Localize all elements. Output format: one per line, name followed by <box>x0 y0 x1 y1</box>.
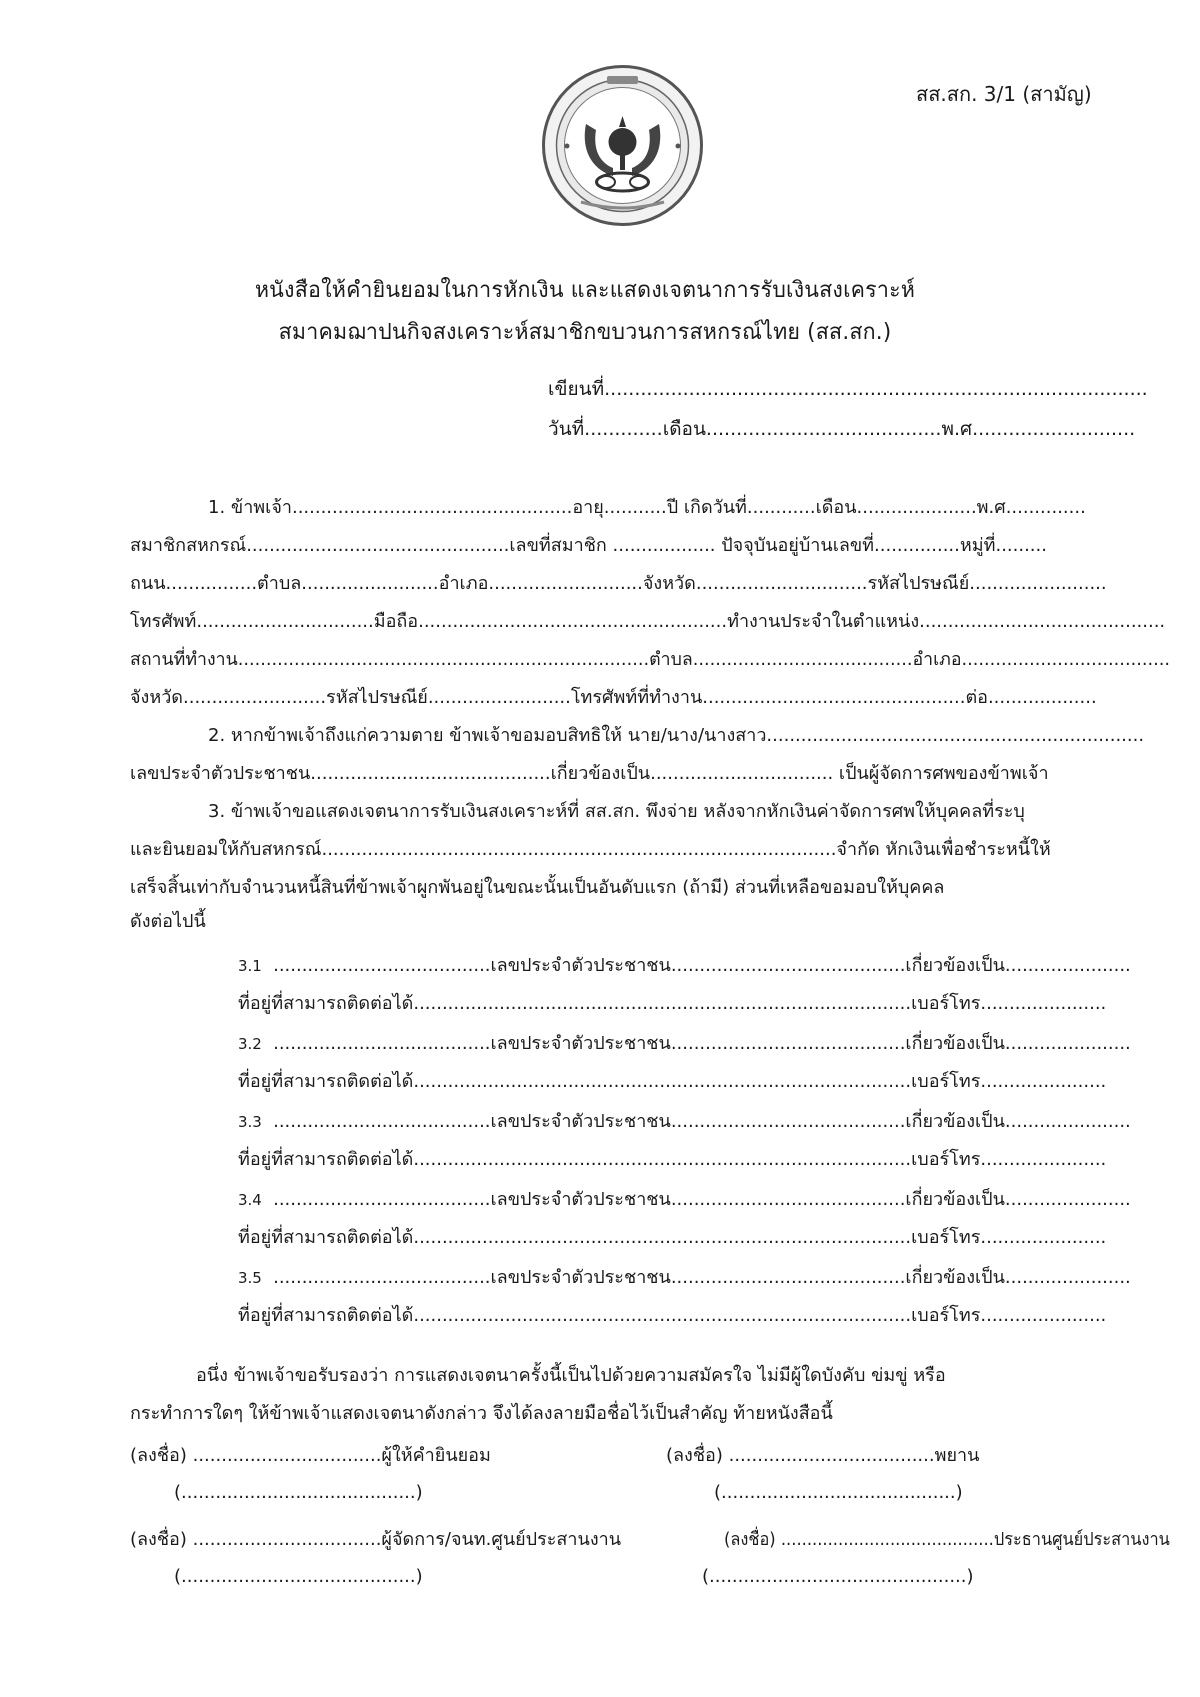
section1-line4[interactable]: โทรศัพท์...............................มือถือ......................................................ทำงานประจำในตำแหน่ง........................................... <box>130 611 1166 632</box>
section1-line1[interactable]: 1. ข้าพเจ้า.................................................อายุ...........ปี เกิดวันที่............เดือน.....................พ.ศ.............. <box>208 497 1086 518</box>
section3-line3: เสร็จสิ้นเท่ากับจำนวนหนี้สินที่ข้าพเจ้าผูกพันอยู่ในขณะนั้นเป็นอันดับแรก (ถ้ามี) ส่วนที่เหลือขอมอบให้บุคคล <box>130 877 945 898</box>
section2-line2[interactable]: เลขประจำตัวประชาชน..........................................เกี่ยวข้องเป็น................................ เป็นผู้จัดการศพของข้าพเจ้า <box>130 763 1049 784</box>
section1-line3[interactable]: ถนน................ตำบล........................อำเภอ...........................จังหวัด..............................รหัสไปรษณีย์........................ <box>130 573 1107 594</box>
beneficiary-number: 3.3 <box>238 1113 262 1131</box>
manager-name-field[interactable]: (.........................................) <box>174 1566 423 1587</box>
written-at-field[interactable]: เขียนที่.......................................................................................... <box>548 378 1148 400</box>
document-form-code: สส.สก. 3/1 (สามัญ) <box>916 82 1092 106</box>
beneficiary-3-2-address-field[interactable]: ที่อยู่ที่สามารถติดต่อได้.......................................................................................เบอร์โทร...................... <box>238 1071 1107 1092</box>
beneficiary-id-field[interactable]: ......................................เลขประจำตัวประชาชน.........................................เกี่ยวข้องเป็น...................... <box>273 955 1131 976</box>
witness-signature-field[interactable]: (ลงชื่อ) ....................................พยาน <box>666 1445 980 1466</box>
beneficiary-3-1-address-field[interactable]: ที่อยู่ที่สามารถติดต่อได้.......................................................................................เบอร์โทร...................... <box>238 993 1107 1014</box>
section1-line2[interactable]: สมาชิกสหกรณ์..............................................เลขที่สมาชิก .................. ปัจจุบันอยู่บ้านเลขที่...............หมู่ที่......... <box>130 535 1047 556</box>
beneficiary-number: 3.5 <box>238 1269 262 1287</box>
document-title-line2: สมาคมฌาปนกิจสงเคราะห์สมาชิกขบวนการสหกรณ์ไทย (สส.สก.) <box>278 320 892 345</box>
beneficiary-3-5 <box>238 1262 1131 1291</box>
beneficiary-id-field[interactable]: ......................................เลขประจำตัวประชาชน.........................................เกี่ยวข้องเป็น...................... <box>273 1033 1131 1054</box>
beneficiary-id-field[interactable]: ......................................เลขประจำตัวประชาชน.........................................เกี่ยวข้องเป็น...................... <box>273 1267 1131 1288</box>
section3-line2[interactable]: และยินยอมให้กับสหกรณ์..........................................................................................จำกัด หักเงินเพื่อชำระหนี้ให้ <box>130 839 1051 860</box>
section2-line1[interactable]: 2. หากข้าพเจ้าถึงแก่ความตาย ข้าพเจ้าขอมอบสิทธิให้ นาย/นาง/นางสาว.................................................................. <box>208 725 1145 746</box>
section3-line4: ดังต่อไปนี้ <box>130 911 206 932</box>
beneficiary-3-4-address-field[interactable]: ที่อยู่ที่สามารถติดต่อได้.......................................................................................เบอร์โทร...................... <box>238 1227 1107 1248</box>
section3-line1: 3. ข้าพเจ้าขอแสดงเจตนาการรับเงินสงเคราะห์ที่ สส.สก. พึงจ่าย หลังจากหักเงินค่าจัดการศพให้บุคคลที่ระบุ <box>208 801 1025 822</box>
chairman-name-field[interactable]: (.............................................) <box>702 1566 974 1587</box>
certification-line1: อนึ่ง ข้าพเจ้าขอรับรองว่า การแสดงเจตนาครั้งนี้เป็นไปด้วยความสมัครใจ ไม่มีผู้ใดบังคับ ข่มขู่ หรือ <box>196 1365 946 1386</box>
section1-line6[interactable]: จังหวัด.........................รหัสไปรษณีย์.........................โทรศัพท์ที่ทำงาน..............................................ต่อ................... <box>130 687 1097 708</box>
beneficiary-id-field[interactable]: ......................................เลขประจำตัวประชาชน.........................................เกี่ยวข้องเป็น...................... <box>273 1189 1131 1210</box>
certification-line2: กระทำการใดๆ ให้ข้าพเจ้าแสดงเจตนาดังกล่าว จึงได้ลงลายมือชื่อไว้เป็นสำคัญ ท้ายหนังสือนี้ <box>130 1403 833 1424</box>
beneficiary-3-1 <box>238 950 1131 979</box>
beneficiary-3-2 <box>238 1028 1131 1057</box>
beneficiary-3-4 <box>238 1184 1131 1213</box>
consenter-signature-field[interactable]: (ลงชื่อ) .................................ผู้ให้คำยินยอม <box>130 1445 491 1466</box>
beneficiary-3-5-address-field[interactable]: ที่อยู่ที่สามารถติดต่อได้.......................................................................................เบอร์โทร...................... <box>238 1305 1107 1326</box>
consenter-name-field[interactable]: (.........................................) <box>174 1482 423 1503</box>
witness-name-field[interactable]: (.........................................) <box>714 1482 963 1503</box>
beneficiary-number: 3.1 <box>238 957 262 975</box>
beneficiary-3-3 <box>238 1106 1131 1135</box>
association-seal-logo-icon <box>541 64 704 227</box>
beneficiary-3-3-address-field[interactable]: ที่อยู่ที่สามารถติดต่อได้.......................................................................................เบอร์โทร...................... <box>238 1149 1107 1170</box>
chairman-signature-field[interactable]: (ลงชื่อ) .........................................ประธานศูนย์ประสานงาน <box>724 1529 1170 1550</box>
beneficiary-id-field[interactable]: ......................................เลขประจำตัวประชาชน.........................................เกี่ยวข้องเป็น...................... <box>273 1111 1131 1132</box>
section1-line5[interactable]: สถานที่ทำงาน.........................................................................ตำบล.......................................อำเภอ..................................... <box>130 649 1171 670</box>
document-title-line1: หนังสือให้คำยินยอมในการหักเงิน และแสดงเจตนาการรับเงินสงเคราะห์ <box>254 278 916 303</box>
beneficiary-number: 3.4 <box>238 1191 262 1209</box>
beneficiary-number: 3.2 <box>238 1035 262 1053</box>
manager-signature-field[interactable]: (ลงชื่อ) .................................ผู้จัดการ/จนท.ศูนย์ประสานงาน <box>130 1529 622 1550</box>
date-field[interactable]: วันที่.............เดือน.......................................พ.ศ........................... <box>548 418 1136 440</box>
